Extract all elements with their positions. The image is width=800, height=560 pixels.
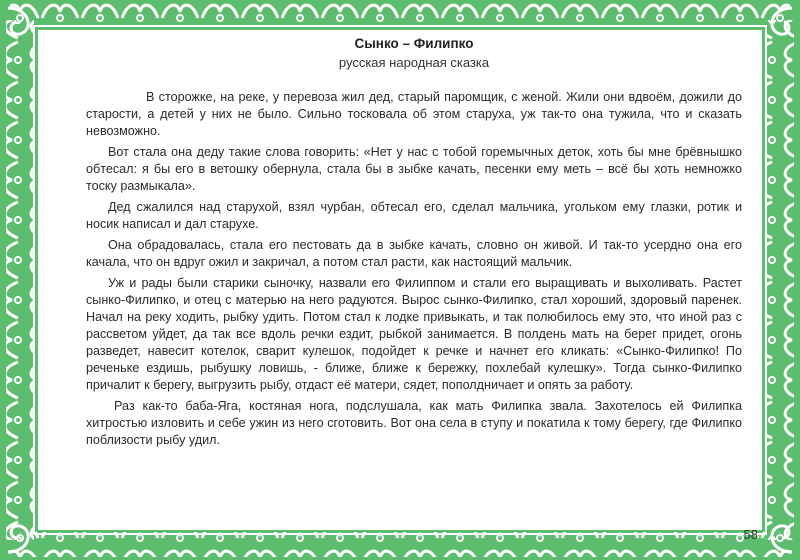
story-subtitle: русская народная сказка — [338, 55, 490, 70]
text-area — [38, 30, 762, 530]
paragraph-3: Дед сжалился над старухой, взял чурбан, обтесал его, сделал мальчика, угольком ему глазки, ротик и носик написал и дал старухе. — [86, 200, 742, 231]
paragraph-5: Уж и рады были старики сыночку, назвали его Филиппом и стали его выращивать и выхоливать. Растет сынко-Филипко, и отец с матерью на него радуются. Вырос сынко-Филипко, стал хороший, здоровый паренек. Начал на реку ходить, рыбку удить. Потом стал к лодке привыкать, и так полюбилось ему это, что иной раз с рассветом уйдет, да так все вдоль речки ездит, рыбкой занимается. В полдень мать на берег придет, огонь разведет, навесит котелок, сварит кулешок, подойдет к речке и начнет его кликать: «Сынко-Филипко! По реченьке ездишь, рыбушку ловишь, - ближе, ближе к бережку, похлебай кулешку». Тогда сынко-Филипко причалит к берегу, выгрузить рыбу, отдаст её матери, сядет, пополдничает и опять за работу. — [86, 276, 742, 392]
paragraph-1: В сторожке, на реке, у перевоза жил дед, старый паромщик, с женой. Жили они вдвоём, дожили до старости, а детей у них не было. Сильно тосковала об этом старуха, уж так-то она тужила, что и сказать невозможно. — [86, 90, 742, 138]
paragraph-4: Она обрадовалась, стала его пестовать да в зыбке качать, словно он живой. И так-то усердно она его качала, что он вдруг ожил и закричал, а потом стал расти, как настоящий мальчик. — [86, 238, 742, 269]
paragraph-2: Вот стала она деду такие слова говорить: «Нет у нас с тобой горемычных деток, хоть бы мне брёвнышко обтесал: я бы его в ветошку обернула, стала бы в зыбке качать, песенки ему меть – всё бы хоть немножко тоску размыкала». — [86, 145, 742, 193]
page-number: 58 — [743, 527, 758, 542]
paragraph-6: Раз как-то баба-Яга, костяная нога, подслушала, как мать Филипка звала. Захотелось ей Филипка хитростью изловить и себе ужин из него сготовить. Вот она села в ступу и покатила к тому берегу, где Филипко поблизости рыбу удил. — [86, 399, 742, 447]
story-title: Сынко – Филипко — [354, 36, 474, 51]
